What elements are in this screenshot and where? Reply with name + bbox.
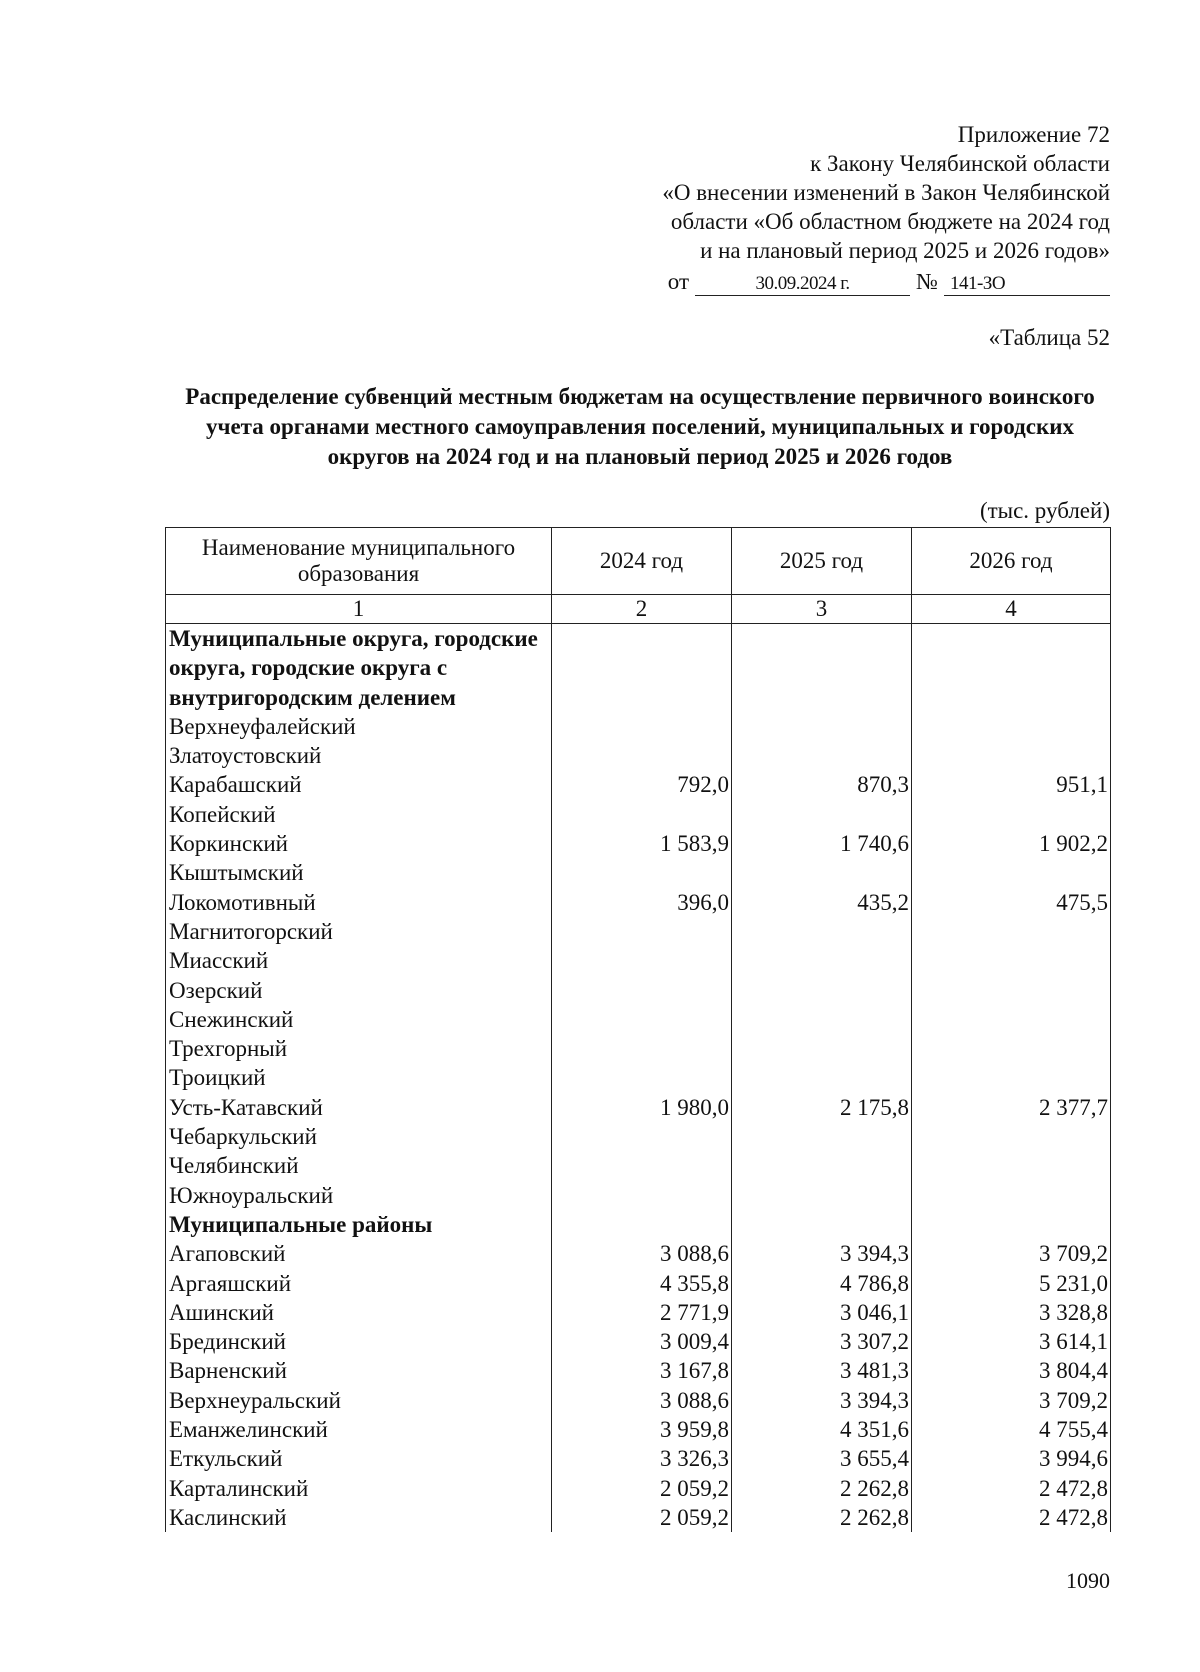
subvention-table — [165, 527, 1111, 1532]
value-2024 — [552, 1122, 732, 1151]
table-row — [166, 946, 1111, 975]
value-2026: 2 472,8 — [912, 1474, 1111, 1503]
municipality-name: Трехгорный — [166, 1034, 552, 1063]
table-row — [166, 1327, 1111, 1356]
municipality-name: Троицкий — [166, 1063, 552, 1092]
column-number: 4 — [912, 595, 1111, 624]
value-2024: 792,0 — [552, 770, 732, 799]
municipality-name: Снежинский — [166, 1005, 552, 1034]
number-value: 141-ЗО — [944, 273, 1110, 296]
value-2025 — [732, 1122, 912, 1151]
value-2026: 3 328,8 — [912, 1298, 1111, 1327]
value-2024 — [552, 858, 732, 887]
value-2025: 870,3 — [732, 770, 912, 799]
value-2024 — [552, 1005, 732, 1034]
table-row — [166, 1386, 1111, 1415]
table-row — [166, 770, 1111, 799]
value-2025: 4 786,8 — [732, 1269, 912, 1298]
value-2025 — [732, 1181, 912, 1210]
column-number: 2 — [552, 595, 732, 624]
table-group-row — [166, 624, 1111, 712]
table-row — [166, 1034, 1111, 1063]
empty-cell — [912, 624, 1111, 712]
value-2024: 2 059,2 — [552, 1474, 732, 1503]
value-2025 — [732, 1005, 912, 1034]
municipality-name: Верхнеуральский — [166, 1386, 552, 1415]
value-2025: 3 481,3 — [732, 1356, 912, 1385]
value-2026 — [912, 858, 1111, 887]
units-label: (тыс. рублей) — [979, 498, 1110, 523]
municipality-name: Коркинский — [166, 829, 552, 858]
value-2026: 1 902,2 — [912, 829, 1111, 858]
value-2025: 1 740,6 — [732, 829, 912, 858]
value-2026 — [912, 800, 1111, 829]
value-2024: 3 009,4 — [552, 1327, 732, 1356]
value-2024: 396,0 — [552, 888, 732, 917]
value-2026: 3 709,2 — [912, 1239, 1111, 1268]
municipality-name: Карабашский — [166, 770, 552, 799]
header-line: и на плановый период 2025 и 2026 годов» — [700, 238, 1110, 263]
table-row — [166, 829, 1111, 858]
value-2024: 3 959,8 — [552, 1415, 732, 1444]
value-2026 — [912, 1181, 1111, 1210]
table-row — [166, 1415, 1111, 1444]
municipality-name: Каслинский — [166, 1503, 552, 1532]
value-2025: 3 394,3 — [732, 1239, 912, 1268]
value-2025 — [732, 858, 912, 887]
municipality-name: Миасский — [166, 946, 552, 975]
table-header-row — [166, 528, 1111, 595]
value-2024: 3 167,8 — [552, 1356, 732, 1385]
municipality-name: Карталинский — [166, 1474, 552, 1503]
value-2026 — [912, 741, 1111, 770]
column-header-2026: 2026 год — [912, 528, 1111, 595]
value-2026: 3 994,6 — [912, 1444, 1111, 1473]
value-2026 — [912, 1005, 1111, 1034]
value-2026: 5 231,0 — [912, 1269, 1111, 1298]
table-row — [166, 712, 1111, 741]
value-2025 — [732, 1034, 912, 1063]
empty-cell — [912, 1210, 1111, 1239]
value-2024: 1 583,9 — [552, 829, 732, 858]
column-number-row — [166, 595, 1111, 624]
empty-cell — [732, 624, 912, 712]
table-row — [166, 1444, 1111, 1473]
value-2024: 2 059,2 — [552, 1503, 732, 1532]
header-line: области «Об областном бюджете на 2024 год — [670, 209, 1110, 234]
value-2024 — [552, 917, 732, 946]
table-row — [166, 1181, 1111, 1210]
empty-cell — [552, 624, 732, 712]
value-2024: 2 771,9 — [552, 1298, 732, 1327]
table-row — [166, 1356, 1111, 1385]
header-line: Приложение 72 — [957, 122, 1110, 147]
municipality-name: Кыштымский — [166, 858, 552, 887]
group-name: Муниципальные округа, городские округа, городские округа с внутригородским делением — [166, 624, 552, 712]
municipality-name: Брединский — [166, 1327, 552, 1356]
municipality-name: Магнитогорский — [166, 917, 552, 946]
municipality-name: Варненский — [166, 1356, 552, 1385]
value-2026: 3 614,1 — [912, 1327, 1111, 1356]
table-row — [166, 741, 1111, 770]
group-name: Муниципальные районы — [166, 1210, 552, 1239]
municipality-name: Усть-Катавский — [166, 1093, 552, 1122]
column-header-2024: 2024 год — [552, 528, 732, 595]
empty-cell — [732, 1210, 912, 1239]
date-prefix: от — [667, 269, 690, 294]
table-row — [166, 1122, 1111, 1151]
table-row — [166, 1151, 1111, 1180]
value-2024 — [552, 712, 732, 741]
value-2025: 2 262,8 — [732, 1503, 912, 1532]
value-2025 — [732, 741, 912, 770]
value-2025 — [732, 976, 912, 1005]
value-2024 — [552, 1063, 732, 1092]
number-prefix: № — [916, 269, 938, 294]
value-2025: 3 394,3 — [732, 1386, 912, 1415]
table-row — [166, 888, 1111, 917]
column-header-2025: 2025 год — [732, 528, 912, 595]
value-2024 — [552, 946, 732, 975]
value-2026 — [912, 1063, 1111, 1092]
table-row — [166, 1269, 1111, 1298]
value-2024 — [552, 1034, 732, 1063]
value-2026 — [912, 946, 1111, 975]
table-row — [166, 1298, 1111, 1327]
municipality-name: Верхнеуфалейский — [166, 712, 552, 741]
value-2024 — [552, 1181, 732, 1210]
header-line: «О внесении изменений в Закон Челябинской — [662, 180, 1110, 205]
value-2026: 951,1 — [912, 770, 1111, 799]
table-group-row — [166, 1210, 1111, 1239]
header-line: к Закону Челябинской области — [810, 151, 1110, 176]
value-2026 — [912, 1034, 1111, 1063]
value-2025 — [732, 1063, 912, 1092]
municipality-name: Златоустовский — [166, 741, 552, 770]
table-row — [166, 800, 1111, 829]
value-2026: 3 709,2 — [912, 1386, 1111, 1415]
municipality-name: Еманжелинский — [166, 1415, 552, 1444]
empty-cell — [552, 1210, 732, 1239]
value-2025 — [732, 917, 912, 946]
table-reference: «Таблица 52 — [988, 325, 1110, 350]
value-2026 — [912, 976, 1111, 1005]
table-row — [166, 1239, 1111, 1268]
page-number: 1090 — [1066, 1568, 1110, 1593]
value-2026: 3 804,4 — [912, 1356, 1111, 1385]
municipality-name: Озерский — [166, 976, 552, 1005]
value-2026: 2 377,7 — [912, 1093, 1111, 1122]
value-2026 — [912, 1122, 1111, 1151]
value-2024: 3 088,6 — [552, 1386, 732, 1415]
table-row — [166, 1093, 1111, 1122]
value-2025: 4 351,6 — [732, 1415, 912, 1444]
table-row — [166, 917, 1111, 946]
municipality-name: Копейский — [166, 800, 552, 829]
value-2025 — [732, 946, 912, 975]
table-row — [166, 1063, 1111, 1092]
value-2024: 3 326,3 — [552, 1444, 732, 1473]
value-2025: 435,2 — [732, 888, 912, 917]
column-number: 1 — [166, 595, 552, 624]
column-number: 3 — [732, 595, 912, 624]
municipality-name: Челябинский — [166, 1151, 552, 1180]
value-2024 — [552, 741, 732, 770]
value-2024: 1 980,0 — [552, 1093, 732, 1122]
table-row — [166, 976, 1111, 1005]
municipality-name: Аргаяшский — [166, 1269, 552, 1298]
table-row — [166, 1503, 1111, 1532]
value-2026: 2 472,8 — [912, 1503, 1111, 1532]
value-2024: 3 088,6 — [552, 1239, 732, 1268]
value-2025 — [732, 800, 912, 829]
table-body — [166, 624, 1111, 1533]
column-header-name: Наименование муниципального образования — [166, 528, 552, 595]
value-2026 — [912, 712, 1111, 741]
municipality-name: Локомотивный — [166, 888, 552, 917]
value-2026 — [912, 1151, 1111, 1180]
table-row — [166, 1474, 1111, 1503]
value-2024 — [552, 976, 732, 1005]
value-2025: 3 307,2 — [732, 1327, 912, 1356]
table-row — [166, 858, 1111, 887]
municipality-name: Еткульский — [166, 1444, 552, 1473]
value-2025: 2 262,8 — [732, 1474, 912, 1503]
value-2024: 4 355,8 — [552, 1269, 732, 1298]
value-2025 — [732, 1151, 912, 1180]
value-2025 — [732, 712, 912, 741]
value-2026 — [912, 917, 1111, 946]
table-row — [166, 1005, 1111, 1034]
value-2026: 4 755,4 — [912, 1415, 1111, 1444]
value-2025: 2 175,8 — [732, 1093, 912, 1122]
value-2026: 475,5 — [912, 888, 1111, 917]
municipality-name: Чебаркульский — [166, 1122, 552, 1151]
municipality-name: Агаповский — [166, 1239, 552, 1268]
municipality-name: Южноуральский — [166, 1181, 552, 1210]
document-title: Распределение субвенций местным бюджетам на осуществление первичного воинского учета органами местного самоуправления поселений, муниципальных и городских округов на 2024 год и на плановый период 2025 и 2026 годов — [185, 384, 1095, 469]
date-value: 30.09.2024 г. — [695, 273, 910, 296]
signature-line — [550, 267, 1110, 296]
value-2024 — [552, 800, 732, 829]
value-2025: 3 046,1 — [732, 1298, 912, 1327]
municipality-name: Ашинский — [166, 1298, 552, 1327]
document-header — [550, 120, 1110, 296]
value-2024 — [552, 1151, 732, 1180]
value-2025: 3 655,4 — [732, 1444, 912, 1473]
